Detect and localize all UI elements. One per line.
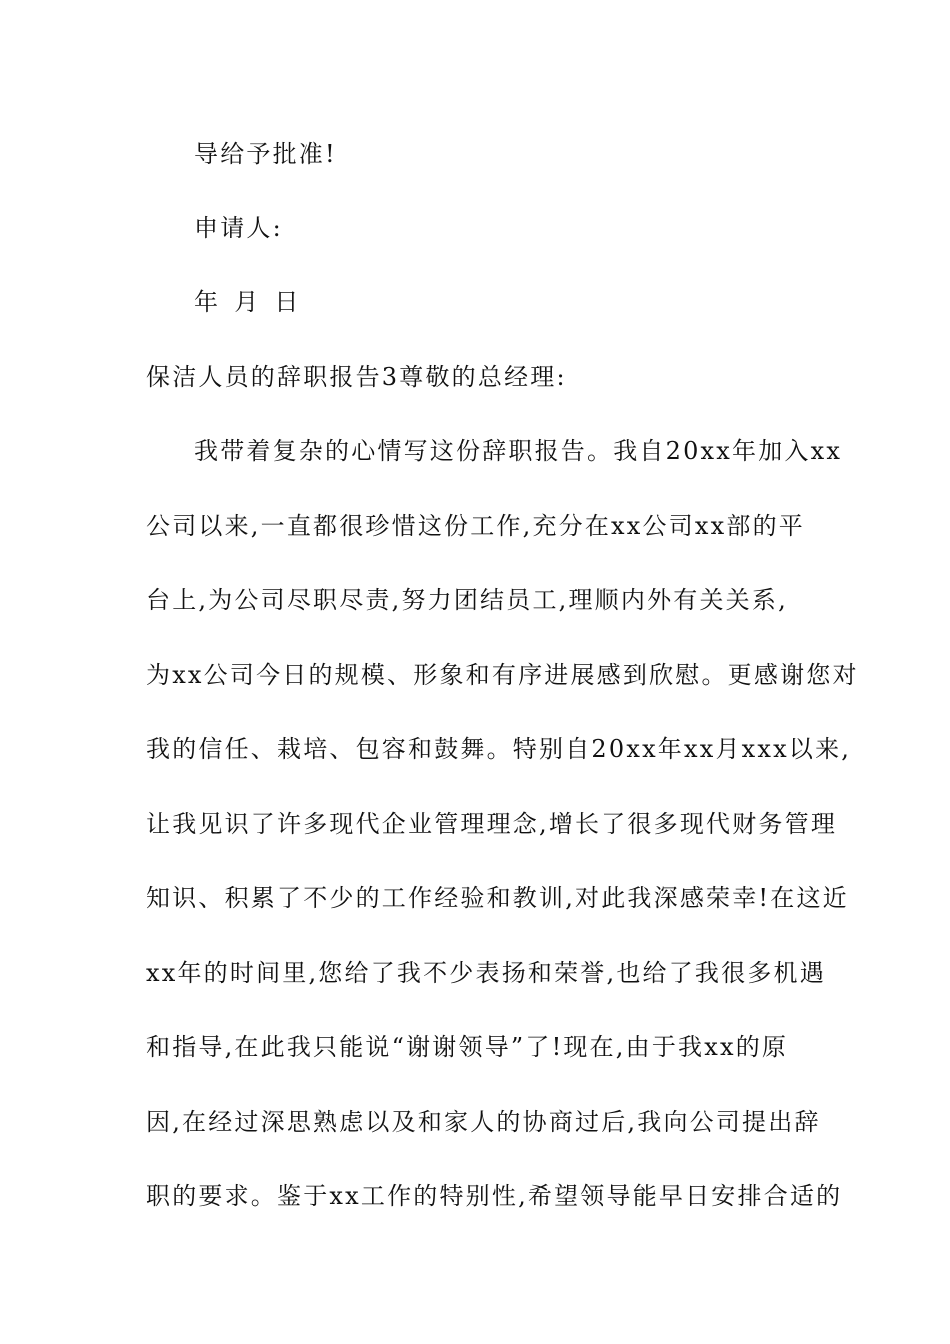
- date-day: 日: [274, 288, 301, 316]
- body-line: 因,在经过深思熟虑以及和家人的协商过后,我向公司提出辞: [146, 1108, 821, 1136]
- date-year: 年: [194, 288, 221, 316]
- body-line: 公司以来,一直都很珍惜这份工作,充分在xx公司xx部的平: [146, 512, 805, 540]
- body-line: 让我见识了许多现代企业管理理念,增长了很多现代财务管理: [146, 810, 838, 838]
- applicant-label: 申请人:: [194, 214, 283, 242]
- closing-line-approval: 导给予批准!: [194, 140, 337, 168]
- body-line: 和指导,在此我只能说“谢谢领导”了!现在,由于我xx的原: [146, 1033, 789, 1061]
- body-line: 为xx公司今日的规模、形象和有序进展感到欣慰。更感谢您对: [146, 661, 859, 689]
- body-line: 职的要求。鉴于xx工作的特别性,希望领导能早日安排合适的: [146, 1182, 843, 1210]
- body-line: xx年的时间里,您给了我不少表扬和荣誉,也给了我很多机遇: [146, 959, 826, 987]
- body-line: 台上,为公司尽职尽责,努力团结员工,理顺内外有关关系,: [146, 586, 788, 614]
- body-line: 我带着复杂的心情写这份辞职报告。我自20xx年加入xx: [194, 437, 843, 465]
- body-line: 我的信任、栽培、包容和鼓舞。特别自20xx年xx月xxx以来,: [146, 735, 852, 763]
- date-month: 月: [234, 288, 261, 316]
- section-heading: 保洁人员的辞职报告3尊敬的总经理:: [146, 363, 567, 391]
- date-line: [194, 287, 315, 317]
- body-line: 知识、积累了不少的工作经验和教训,对此我深感荣幸!在这近: [146, 884, 849, 912]
